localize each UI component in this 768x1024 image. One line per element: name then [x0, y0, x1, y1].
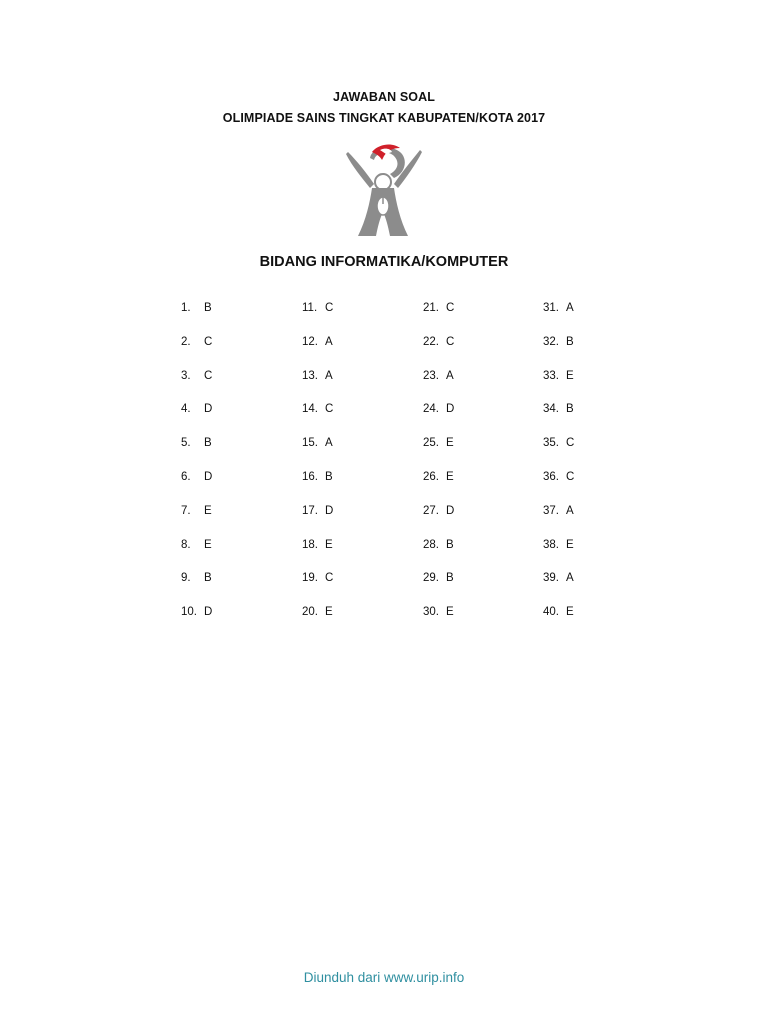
answer-item — [181, 471, 212, 505]
answer-item — [181, 505, 212, 539]
question-number: 34. — [543, 403, 559, 416]
answer-item — [302, 539, 333, 573]
question-number: 22. — [423, 335, 439, 348]
question-number: 7. — [181, 504, 191, 517]
question-number: 31. — [543, 302, 559, 314]
answer-item — [181, 302, 212, 336]
answer-column-1 — [181, 302, 212, 640]
question-number: 5. — [181, 437, 191, 450]
answer-item — [302, 471, 333, 505]
answer-item — [181, 370, 212, 404]
subject-heading: BIDANG INFORMATIKA/KOMPUTER — [259, 254, 509, 270]
question-number: 10. — [181, 606, 197, 619]
answer-letter: E — [566, 369, 574, 382]
answer-letter: C — [566, 470, 575, 483]
answer-letter: D — [446, 403, 455, 416]
answer-item — [181, 437, 212, 471]
question-number: 30. — [423, 606, 439, 619]
answer-letter: E — [204, 538, 212, 551]
answer-item — [423, 336, 454, 370]
question-number: 40. — [543, 606, 559, 619]
answer-letter: E — [325, 538, 333, 551]
question-number: 4. — [181, 403, 191, 416]
answer-letter: D — [446, 504, 455, 517]
answer-item — [543, 370, 574, 404]
answer-item — [181, 572, 212, 606]
answer-letter: A — [325, 369, 333, 382]
question-number: 14. — [302, 403, 318, 416]
answer-item — [423, 505, 454, 539]
answer-item — [302, 606, 333, 640]
osn-logo-icon — [342, 140, 424, 238]
question-number: 36. — [543, 470, 559, 483]
question-number: 17. — [302, 504, 318, 517]
answer-item — [543, 471, 574, 505]
question-number: 23. — [423, 369, 439, 382]
answer-item — [543, 302, 574, 336]
answer-letter: C — [446, 335, 455, 348]
answer-item — [302, 370, 333, 404]
answer-letter: C — [325, 302, 334, 314]
answer-letter: C — [204, 335, 213, 348]
answer-letter: C — [566, 437, 575, 450]
question-number: 13. — [302, 369, 318, 382]
answer-item — [302, 572, 333, 606]
answer-item — [181, 606, 212, 640]
question-number: 19. — [302, 572, 318, 585]
answer-item — [543, 539, 574, 573]
answer-letter: E — [325, 606, 333, 619]
question-number: 35. — [543, 437, 559, 450]
answer-item — [543, 606, 574, 640]
question-number: 16. — [302, 470, 318, 483]
answer-letter: E — [566, 606, 574, 619]
answer-item — [181, 539, 212, 573]
answer-item — [543, 572, 574, 606]
answer-letter: C — [325, 403, 334, 416]
answer-letter: D — [204, 606, 213, 619]
question-number: 1. — [181, 302, 191, 314]
question-number: 38. — [543, 538, 559, 551]
answer-letter: B — [204, 437, 212, 450]
answer-letter: B — [204, 572, 212, 585]
question-number: 37. — [543, 504, 559, 517]
download-source-footer: Diunduh dari www.urip.info — [303, 970, 465, 985]
answer-letter: C — [204, 369, 213, 382]
answer-item — [423, 437, 454, 471]
answer-letter: B — [566, 403, 574, 416]
answer-column-3 — [423, 302, 454, 640]
answer-item — [302, 336, 333, 370]
question-number: 28. — [423, 538, 439, 551]
answer-item — [302, 437, 333, 471]
doc-title-line2: OLIMPIADE SAINS TINGKAT KABUPATEN/KOTA 2017 — [222, 111, 546, 125]
answer-item — [423, 606, 454, 640]
answer-letter: E — [566, 538, 574, 551]
question-number: 11. — [302, 302, 318, 314]
answer-item — [181, 403, 212, 437]
answer-item — [423, 370, 454, 404]
answer-item — [543, 403, 574, 437]
answer-letter: A — [325, 335, 333, 348]
question-number: 25. — [423, 437, 439, 450]
question-number: 9. — [181, 572, 191, 585]
question-number: 6. — [181, 470, 191, 483]
answer-letter: B — [446, 538, 454, 551]
question-number: 15. — [302, 437, 318, 450]
answer-column-4 — [543, 302, 574, 640]
answer-item — [302, 302, 333, 336]
answer-letter: E — [446, 437, 454, 450]
question-number: 24. — [423, 403, 439, 416]
answer-letter: A — [566, 504, 574, 517]
question-number: 21. — [423, 302, 439, 314]
answer-letter: A — [446, 369, 454, 382]
answer-item — [423, 471, 454, 505]
question-number: 2. — [181, 335, 191, 348]
question-number: 3. — [181, 369, 191, 382]
question-number: 20. — [302, 606, 318, 619]
question-number: 18. — [302, 538, 318, 551]
doc-title-line1: JAWABAN SOAL — [333, 90, 435, 104]
question-number: 39. — [543, 572, 559, 585]
answer-letter: E — [446, 606, 454, 619]
question-number: 29. — [423, 572, 439, 585]
answer-letter: A — [566, 302, 574, 314]
question-number: 12. — [302, 335, 318, 348]
question-number: 8. — [181, 538, 191, 551]
answer-letter: C — [446, 302, 455, 314]
answer-letter: C — [325, 572, 334, 585]
question-number: 27. — [423, 504, 439, 517]
answer-letter: A — [325, 437, 333, 450]
question-number: 32. — [543, 335, 559, 348]
answer-item — [181, 336, 212, 370]
answer-item — [543, 336, 574, 370]
answer-item — [423, 403, 454, 437]
answer-item — [543, 437, 574, 471]
answer-item — [302, 403, 333, 437]
question-number: 26. — [423, 470, 439, 483]
answer-letter: D — [325, 504, 334, 517]
answer-letter: D — [204, 403, 213, 416]
answer-letter: B — [325, 470, 333, 483]
answer-letter: B — [446, 572, 454, 585]
answer-item — [302, 505, 333, 539]
answer-letter: D — [204, 470, 213, 483]
answer-column-2 — [302, 302, 333, 640]
question-number: 33. — [543, 369, 559, 382]
answer-letter: E — [204, 504, 212, 517]
answer-item — [423, 302, 454, 336]
answer-letter: E — [446, 470, 454, 483]
answer-item — [423, 539, 454, 573]
answer-item — [543, 505, 574, 539]
answer-letter: A — [566, 572, 574, 585]
answer-letter: B — [566, 335, 574, 348]
answer-letter: B — [204, 302, 212, 314]
answer-item — [423, 572, 454, 606]
